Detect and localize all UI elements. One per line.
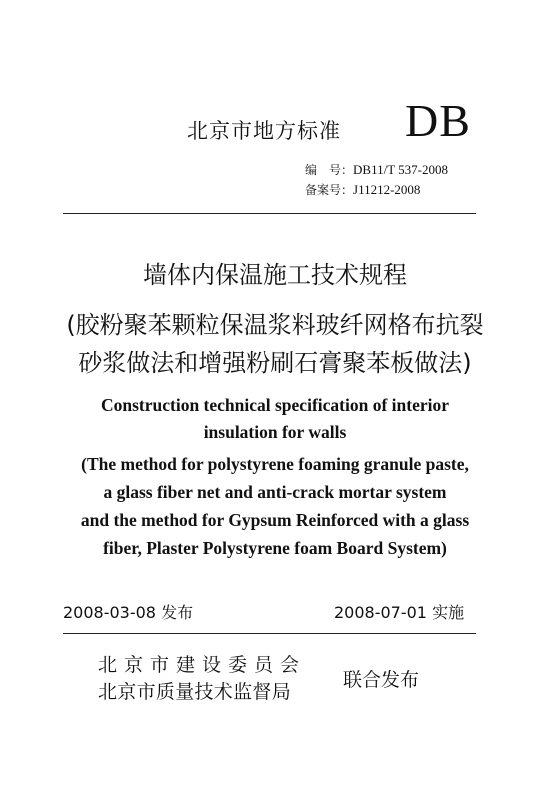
- record-number-value: J11212-2008: [353, 182, 421, 197]
- english-title-line-3: (The method for polystyrene foaming granule paste,: [81, 454, 469, 474]
- standard-code-label: 编 号：: [305, 163, 354, 177]
- issuer-quality-bureau: 北京市质量技术监督局: [98, 681, 292, 703]
- db-mark: DB: [405, 95, 471, 146]
- standard-code-line: [305, 161, 448, 178]
- english-title-line-6: fiber, Plaster Polystyrene foam Board System): [103, 538, 447, 558]
- record-number-label: 备案号：: [305, 183, 354, 197]
- english-title-line-1: Construction technical specification of interior: [100, 395, 449, 415]
- english-title-line-4: a glass fiber net and anti-crack mortar system: [103, 482, 447, 502]
- top-divider: [63, 213, 476, 214]
- joint-issue-label: 联合发布: [343, 669, 420, 691]
- chinese-title-line-1: 墙体内保温施工技术规程: [143, 261, 407, 289]
- bottom-divider: [63, 633, 476, 634]
- standard-code-value: DB11/T 537-2008: [353, 162, 448, 177]
- record-number-line: [305, 181, 420, 198]
- issuer-construction-commission: 北京市建设委员会: [98, 654, 307, 676]
- chinese-title-line-3: 砂浆做法和增强粉刷石膏聚苯板做法): [78, 349, 472, 377]
- standard-type-label: 北京市地方标准: [187, 119, 341, 143]
- english-title-line-5: and the method for Gypsum Reinforced with a glass: [80, 510, 470, 530]
- implementation-date: 2008-07-01 实施: [334, 603, 465, 622]
- chinese-title-line-2: (胶粉聚苯颗粒保温浆料玻纤网格布抗裂: [66, 311, 484, 339]
- english-title-line-2: insulation for walls: [203, 422, 347, 442]
- issue-date: 2008-03-08 发布: [63, 603, 194, 622]
